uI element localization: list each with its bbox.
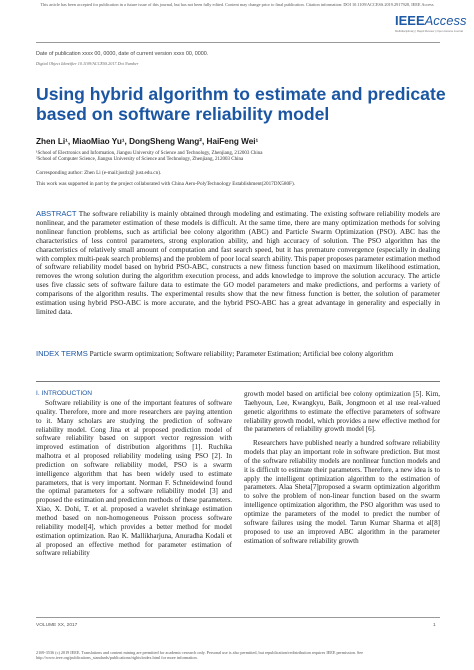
volume-label: VOLUME XX, 2017 bbox=[36, 623, 78, 628]
paper-title: Using hybrid algorithm to estimate and predicate based on software reliability model bbox=[36, 84, 446, 124]
header-divider bbox=[36, 42, 440, 43]
footer-divider bbox=[36, 617, 440, 618]
left-column bbox=[36, 399, 232, 558]
page-number: 1 bbox=[433, 623, 436, 628]
index-terms bbox=[36, 350, 440, 359]
logo-wordmark: IEEEAccess bbox=[395, 13, 467, 28]
right-column bbox=[244, 390, 440, 545]
paragraph: growth model based on artificial bee colony optimization [5]. Kim, Taehyoun, Lee, Kwangkyu, Baik, Jongmoon et al use real-valued genetic algorithms to estimate the effective parameters of software reliability growth model, which provides a new effective method for the parameters of reliability growth model [6]. bbox=[244, 390, 440, 434]
abstract bbox=[36, 210, 440, 317]
abstract-label: ABSTRACT bbox=[36, 209, 77, 218]
doi-line: Digital Object Identifier 10.1109/ACCESS.2017.Doi Number bbox=[36, 61, 139, 66]
affiliation-2: ²School of Computer Science, Jiangsu University of Science and Technology, Zhenjiang, 212003 China bbox=[36, 157, 244, 162]
index-terms-label: INDEX TERMS bbox=[36, 349, 88, 358]
logo-tagline: Multidisciplinary | Rapid Review | Open Access Journal bbox=[395, 29, 463, 33]
author-list: Zhen Li¹, MiaoMiao Yu¹, DongSheng Wang², HaiFeng Wei¹ bbox=[36, 137, 259, 146]
index-terms-text: Particle swarm optimization; Software reliability; Parameter Estimation; Artificial bee colony algorithm bbox=[89, 349, 394, 358]
funding-note: This work was supported in part by the project collaborated with China Aero-PolyTechnology Establishment(2017DX580F). bbox=[36, 181, 295, 187]
publication-date: Date of publication xxxx 00, 0000, date of current version xxxx 00, 0000. bbox=[36, 51, 209, 57]
paragraph: Software reliability is one of the important features of software quality. Therefore, more and more researchers are paying attention to it. Many scholars are studying the prediction of software reliability model. Cong Jina et al proposed prediction model of software reliability based on support vector regression with improved estimation of distribution algorithms [1]. Ruchika malhotra et al proposed reliability modeling using PSO [2]. In prediction on software reliability model, PSO is a swarm intelligence algorithm that has been widely used to estimate parameters, that is very important. Norman F. Schneidewind found the optimal parameters for a software reliability model [3] and proposed the estimation and prediction methods of these parameters. Xiao, X. Dohi, T. et al. proposed a wavelet shrinkage estimation method based on non-homogeneous Poisson process software reliability model[4], which provides a better method for model estimation optimization. Rao K. Mallikharjuna, Anuradha Kodali et al proposed an effective method for parameter estimation of software reliability bbox=[36, 399, 232, 558]
section-heading: I. INTRODUCTION bbox=[36, 390, 93, 397]
ieee-access-logo bbox=[395, 13, 467, 33]
paragraph: Researchers have published nearly a hundred software reliability models that play an important role in software prediction. But most of the software reliability models are nonlinear function models and it is difficult to estimate their parameters. Therefore, a new idea is to apply the intelligent optimization algorithm to the estimation of parameters. Alaa Sheta[7]proposed a swarm optimization algorithm to solve the problem of non-linear function based on the swarm intelligence optimization algorithm, the PSO algorithm was used to optimize the parameters of the model to predict the number of software failures using the model. Tarun Kumar Sharma et al[8] proposed to use an improved ABC algorithm in the parameter estimation of software reliability growth bbox=[244, 439, 440, 545]
section-divider bbox=[36, 381, 440, 382]
affiliation-1: ¹School of Electronics and Information, Jiangsu University of Science and Technology, Zhenjiang, 212003 China bbox=[36, 151, 263, 156]
license-notice: 2169-3536 (c) 2019 IEEE. Translations and content mining are permitted for academic research only. Personal use is also permitted, but republication/redistribution requires IEEE permission. See http://www.ieee.org/publications_standards/publications/rights/index.html for more information. bbox=[36, 650, 363, 661]
abstract-text: The software reliability is mainly obtained through modeling and estimating. The existing software reliability models are nonlinear, and the parameter estimation of these models is difficult. At the same time, there are many optimization methods for solving nonlinear function problems, such as artificial bee colony algorithm (ABC) and Particle Swarm Optimization (PSO). ABC has the characteristics of less control parameters, strong exploration ability, and high accuracy of solution. The PSO algorithm has the characteristics of relatively small amount of computation and fast search speed, but it has premature convergence (especially in dealing with complex multi-peak search problems) and the problem of poor local search ability. This paper proposes parameter estimation method of software reliability model based on hybrid PSO-ABC, constructs a new fitness function based on maximum likelihood estimation, removes the wrong solution during the algorithm execution process, and adds knowledge to improve the solution accuracy. The article uses five classic sets of software failure data to estimate the GO model parameters and make predictions, and performs a variety of comparisons of the algorithm results. The experimental results show that the new fitness function is better, the solution of parameter estimation using hybrid PSO-ABC is more accurate, and the hybrid PSO-ABC has a great advantage in generality and especially in limited data. bbox=[36, 209, 440, 316]
acceptance-notice: This article has been accepted for publication in a future issue of this journal, but has not been fully edited. Content may change prior to final publication. Citation information: DOI 10.1109/ACCESS.2019.2917928, IEEE Access bbox=[40, 2, 434, 7]
corresponding-author: Corresponding author: Zhen Li (e-mail:justlz@ just.edu.cn). bbox=[36, 170, 162, 176]
